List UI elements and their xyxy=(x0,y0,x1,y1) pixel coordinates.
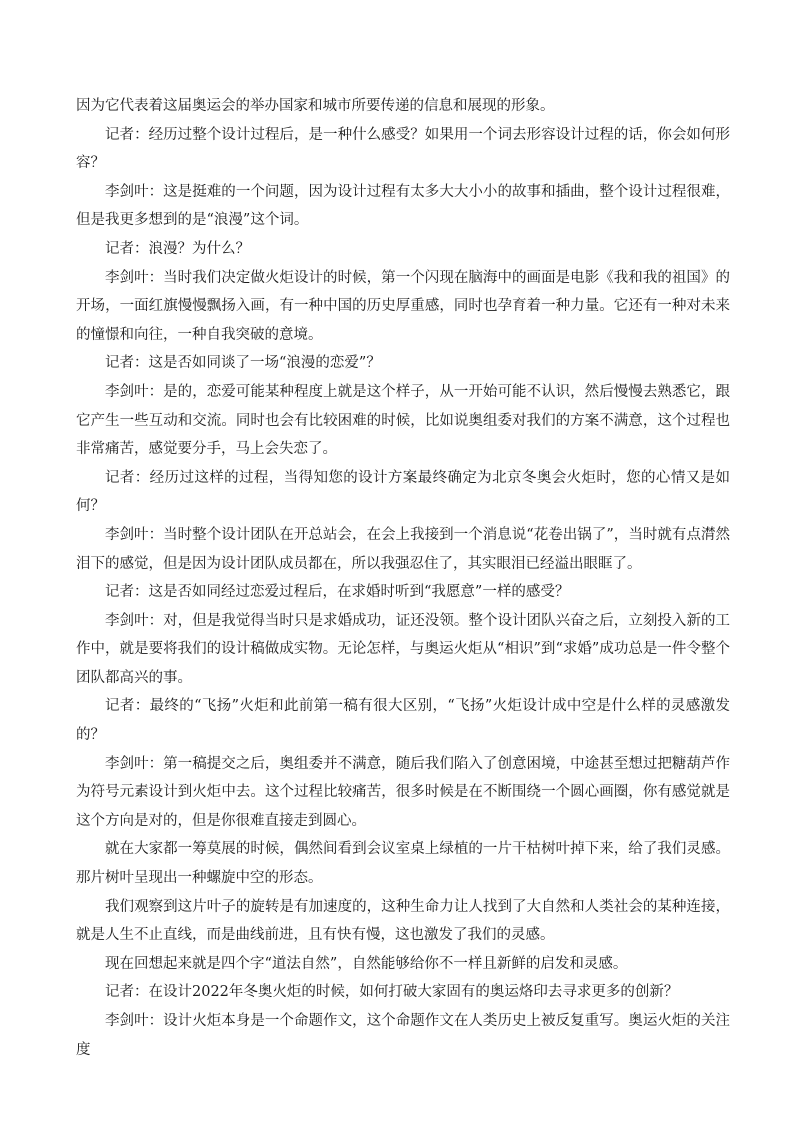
paragraph: 记者：这是否如同经过恋爱过程后，在求婚时听到“我愿意”一样的感受？ xyxy=(105,584,570,601)
paragraph: 记者：经历过整个设计过程后，是一种什么感受？如果用一个词去形容设计过程的话，你会如何形容？ xyxy=(76,126,730,172)
paragraph: 就在大家都一筹莫展的时候，偶然间看到会议室桌上绿植的一片干枯树叶掉下来，给了我们灵感。那片树叶呈现出一种螺旋中空的形态。 xyxy=(76,841,730,887)
paragraph: 我们观察到这片叶子的旋转是有加速度的，这种生命力让人找到了大自然和人类社会的某种连接，就是人生不止直线，而是曲线前进，且有快有慢，这也激发了我们的灵感。 xyxy=(76,898,730,944)
paragraph: 李剑叶：当时我们决定做火炬设计的时候，第一个闪现在脑海中的画面是电影《我和我的祖国》的开场，一面红旗慢慢飘扬入画，有一种中国的历史厚重感，同时也孕育着一种力量。它还有一种对未来的憧憬和向往，一种自我突破的意境。 xyxy=(76,269,730,343)
paragraph: 李剑叶：对，但是我觉得当时只是求婚成功，证还没领。整个设计团队兴奋之后，立刻投入新的工作中，就是要将我们的设计稿做成实物。无论怎样，与奥运火炬从“相识”到“求婚”成功总是一件令整个团队都高兴的事。 xyxy=(76,612,730,686)
paragraph: 李剑叶：这是挺难的一个问题，因为设计过程有太多大大小小的故事和插曲，整个设计过程很难，但是我更多想到的是“浪漫”这个词。 xyxy=(76,183,730,229)
paragraph: 记者：这是否如同谈了一场“浪漫的恋爱”？ xyxy=(105,355,381,372)
paragraph: 因为它代表着这届奥运会的举办国家和城市所要传递的信息和展现的形象。 xyxy=(76,98,555,114)
paragraph: 李剑叶：设计火炬本身是一个命题作文，这个命题作文在人类历史上被反复重写。奥运火炬的关注度 xyxy=(76,1013,730,1058)
paragraph: 李剑叶：是的，恋爱可能某种程度上就是这个样子，从一开始可能不认识，然后慢慢去熟悉它，跟它产生一些互动和交流。同时也会有比较困难的时候，比如说奥组委对我们的方案不满意，这个过程也非常痛苦，感觉要分手，马上会失恋了。 xyxy=(76,383,730,458)
paragraph: 记者：经历过这样的过程，当得知您的设计方案最终确定为北京冬奥会火炬时，您的心情又是如何？ xyxy=(76,469,730,515)
paragraph: 记者：最终的“飞扬”火炬和此前第一稿有很大区别，“飞扬”火炬设计成中空是什么样的灵感激发的？ xyxy=(76,698,730,744)
paragraph: 记者：浪漫？为什么？ xyxy=(105,240,250,257)
paragraph: 李剑叶：第一稿提交之后，奥组委并不满意，随后我们陷入了创意困境，中途甚至想过把糖葫芦作为符号元素设计到火炬中去。这个过程比较痛苦，很多时候是在不断围绕一个圆心画圈，你有感觉就是这个方向是对的，但是你很难直接走到圆心。 xyxy=(76,755,730,829)
paragraph: 现在回想起来就是四个字“道法自然”，自然能够给你不一样且新鲜的启发和灵感。 xyxy=(105,955,628,972)
paragraph: 记者：在设计2022年冬奥火炬的时候，如何打破大家固有的奥运烙印去寻求更多的创新？ xyxy=(105,984,679,1001)
article-body xyxy=(76,92,730,1064)
paragraph: 李剑叶：当时整个设计团队在开总站会，在会上我接到一个消息说“花卷出锅了”，当时就有点潸然泪下的感觉，但是因为设计团队成员都在，所以我强忍住了，其实眼泪已经溢出眼眶了。 xyxy=(76,526,730,572)
